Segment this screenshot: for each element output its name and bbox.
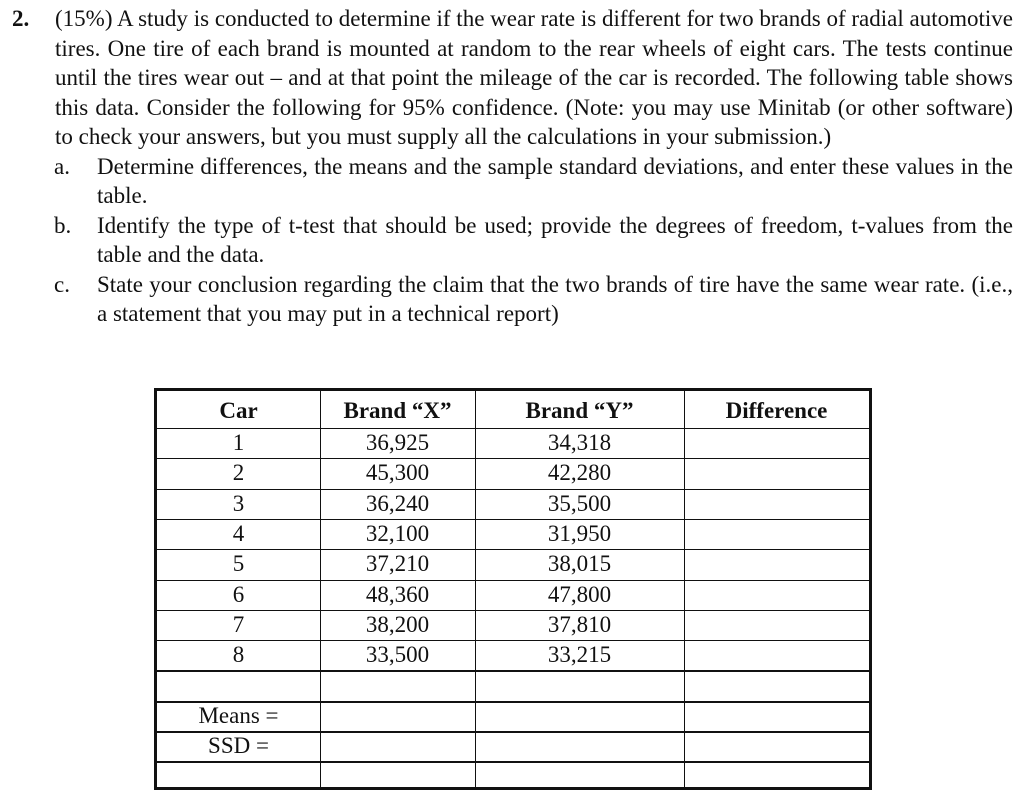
item-marker: c. — [54, 271, 70, 297]
cell-brand-x: 33,500 — [365, 642, 430, 668]
problem-intro: (15%) A study is conducted to determine if the wear rate is different for two brands of radial automotive tires. One tire of each brand is mounted at random to the rear wheels of eight cars. The tests continue until the tires wear out – and at that point the mileage of the car is recorded. The following table shows this data. Consider the following for 95% confidence. (Note: you may use Minitab (or other software) to check your answers, but you must supply all the calculations in your submission.) — [55, 6, 1013, 149]
cell-brand-x: 36,925 — [365, 430, 430, 455]
problem-item-a — [54, 152, 1013, 211]
problem-number: 2. — [12, 6, 30, 31]
problem-item-c — [54, 270, 1013, 329]
problem-item-b — [54, 211, 1013, 270]
means-label: Means = — [198, 703, 279, 729]
header-brand-x: Brand “X” — [343, 398, 452, 423]
cell-car: 3 — [232, 490, 245, 516]
header-difference: Difference — [725, 398, 828, 423]
cell-brand-y: 35,500 — [547, 490, 612, 516]
ssd-label: SSD = — [208, 733, 269, 759]
cell-brand-y: 47,800 — [547, 581, 612, 607]
cell-brand-y: 37,810 — [547, 611, 612, 637]
cell-brand-y: 42,280 — [547, 460, 612, 486]
cell-car: 7 — [232, 611, 245, 637]
data-table — [154, 388, 872, 790]
cell-brand-x: 45,300 — [365, 460, 430, 486]
cell-brand-x: 36,240 — [365, 490, 430, 516]
item-marker: b. — [54, 212, 72, 238]
problem-statement — [0, 4, 1024, 329]
table-column-divider — [684, 391, 685, 787]
header-car: Car — [219, 398, 258, 423]
item-text: Determine differences, the means and the sample standard deviations, and enter these values in the table. — [97, 153, 1013, 208]
cell-brand-x: 32,100 — [365, 520, 430, 546]
cell-car: 5 — [232, 551, 245, 577]
cell-brand-x: 48,360 — [365, 581, 430, 607]
problem-items — [0, 152, 1024, 329]
cell-brand-y: 33,215 — [547, 642, 612, 668]
header-brand-y: Brand “Y” — [525, 398, 634, 423]
item-marker: a. — [54, 153, 70, 179]
item-text: State your conclusion regarding the claim that the two brands of tire have the same wear rate. (i.e., a statement that you may put in a technical report) — [97, 271, 1013, 326]
cell-brand-y: 34,318 — [547, 430, 612, 455]
table-row-divider — [157, 670, 869, 671]
cell-brand-x: 37,210 — [365, 551, 430, 577]
cell-car: 6 — [232, 581, 245, 607]
cell-car: 2 — [232, 460, 245, 486]
cell-brand-y: 38,015 — [547, 551, 612, 577]
cell-brand-y: 31,950 — [547, 520, 612, 546]
cell-car: 1 — [232, 430, 245, 455]
item-text: Identify the type of t-test that should be used; provide the degrees of freedom, t-values from the table and the data. — [97, 212, 1013, 267]
cell-car: 4 — [232, 520, 245, 546]
cell-car: 8 — [232, 642, 245, 668]
cell-brand-x: 38,200 — [365, 611, 430, 637]
table-row-divider — [157, 761, 869, 762]
